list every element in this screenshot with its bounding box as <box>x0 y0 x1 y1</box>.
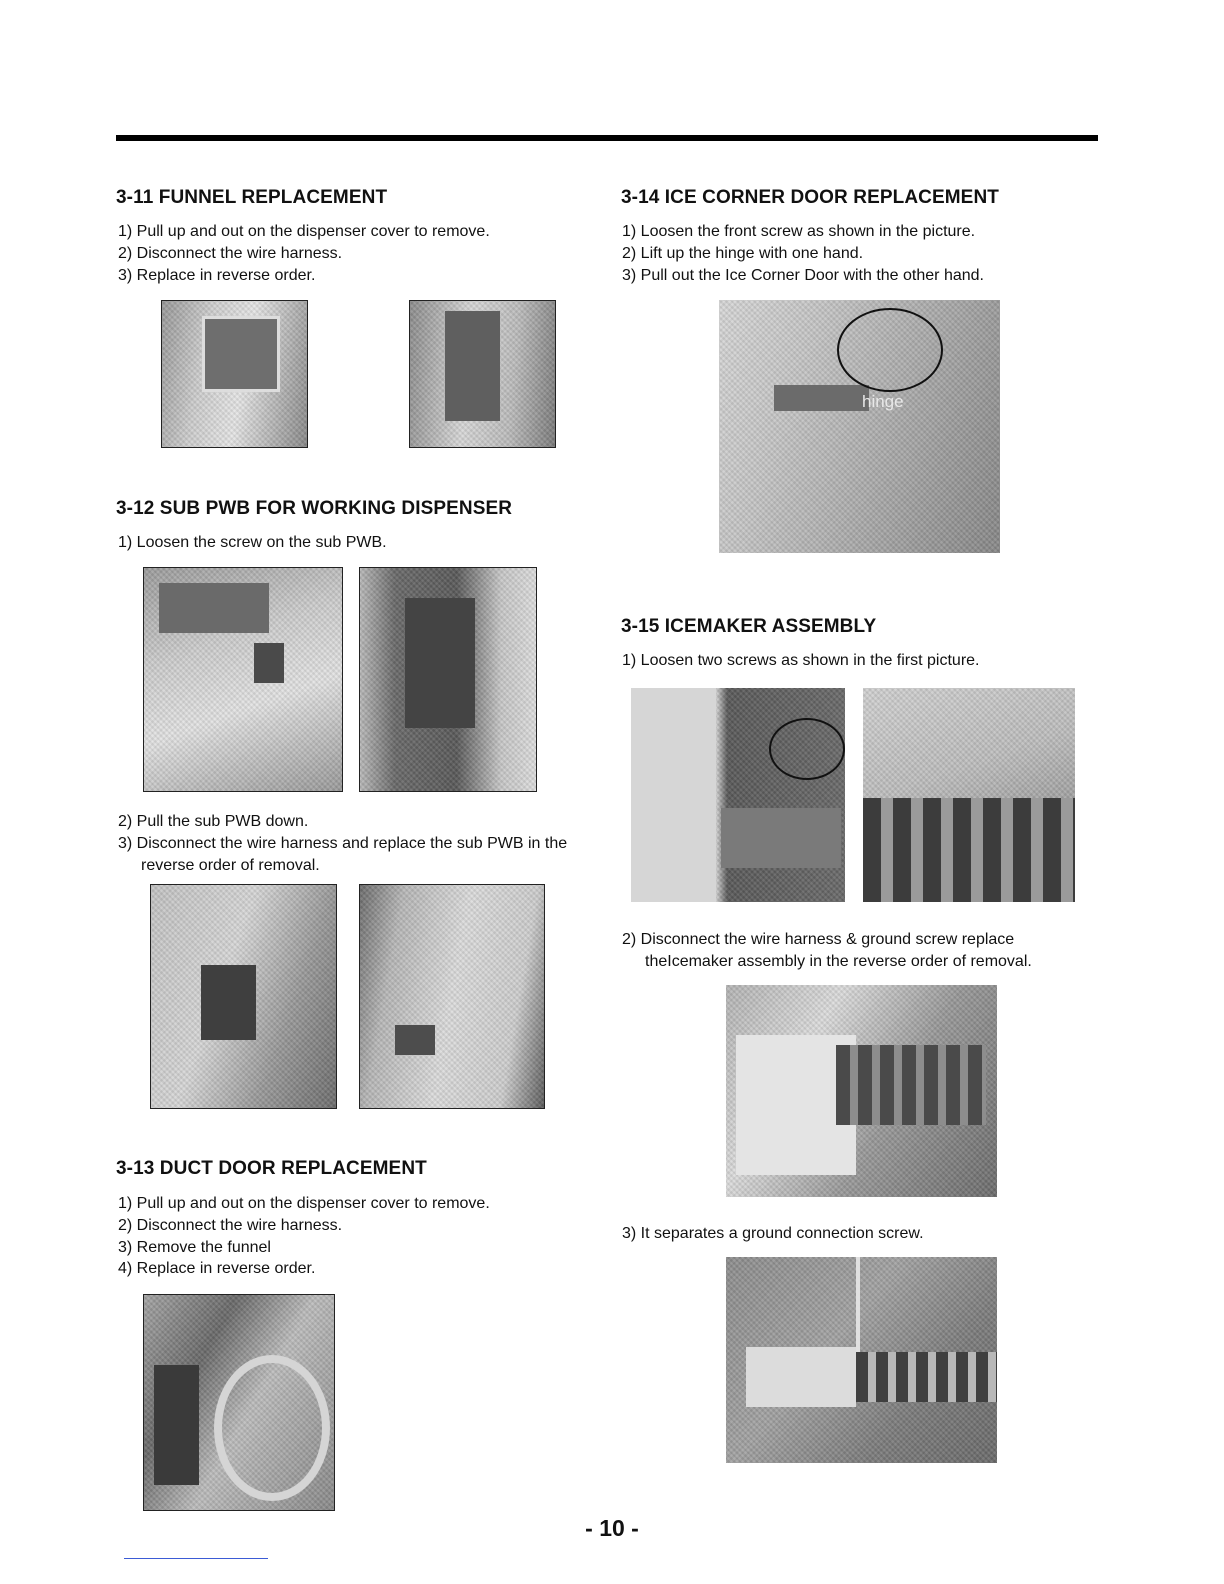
steps-icemaker-b <box>622 929 1102 973</box>
photo-detail <box>395 1025 435 1055</box>
footer-link-underline <box>124 1558 268 1559</box>
photo-icemaker-screws <box>631 688 845 902</box>
step-item: 2) Lift up the hinge with one hand. <box>622 244 864 262</box>
heading-duct-door: 3-13 DUCT DOOR REPLACEMENT <box>116 1158 427 1179</box>
step-item: 1) Pull up and out on the dispenser cover to remove. <box>118 1195 490 1212</box>
steps-duct-door <box>118 1193 598 1280</box>
photo-detail <box>721 808 841 868</box>
heading-sub-pwb: 3-12 SUB PWB FOR WORKING DISPENSER <box>116 498 513 519</box>
heading-ice-corner-door: 3-14 ICE CORNER DOOR REPLACEMENT <box>621 187 999 208</box>
steps-icemaker-c <box>622 1223 1102 1245</box>
steps-sub-pwb-b <box>118 811 598 876</box>
step-item: 3) Disconnect the wire harness and replace the sub PWB in the reverse order of removal. <box>118 834 568 874</box>
photo-detail <box>202 316 280 392</box>
step-item: 3) It separates a ground connection screw. <box>622 1225 924 1242</box>
step-item: 1) Pull up and out on the dispenser cover to remove. <box>118 223 490 240</box>
heading-funnel-replacement: 3-11 FUNNEL REPLACEMENT <box>116 187 388 208</box>
photo-detail <box>214 1355 330 1501</box>
photo-detail <box>774 385 869 411</box>
step-item: 3) Pull out the Ice Corner Door with the other hand. <box>622 266 984 284</box>
heading-icemaker-assembly: 3-15 ICEMAKER ASSEMBLY <box>621 616 877 637</box>
photo-ice-corner-door <box>719 300 1000 553</box>
steps-ice-corner-door <box>622 221 1102 286</box>
photo-funnel-harness <box>409 300 556 448</box>
hinge-label: hinge <box>862 392 904 411</box>
step-item: 1) Loosen two screws as shown in the first picture. <box>622 652 980 669</box>
photo-detail <box>254 643 284 683</box>
hinge-highlight-circle <box>837 308 943 392</box>
step-item: 2) Disconnect the wire harness & ground screw replace theIcemaker assembly in the reverse order of removal. <box>622 931 1032 970</box>
step-item: 3) Remove the funnel <box>118 1238 271 1256</box>
photo-detail <box>405 598 475 728</box>
step-item: 4) Replace in reverse order. <box>118 1260 316 1278</box>
photo-detail <box>836 1045 986 1125</box>
header-rule <box>116 135 1098 141</box>
photo-detail <box>445 311 500 421</box>
photo-detail <box>154 1365 199 1485</box>
step-item: 2) Pull the sub PWB down. <box>118 813 309 830</box>
photo-ground-screw <box>726 1257 997 1463</box>
photo-sub-pwb-board <box>359 567 537 792</box>
photo-sub-pwb-screw <box>143 567 343 792</box>
page-number: - 10 - <box>585 1515 639 1541</box>
photo-detail <box>631 688 716 902</box>
photo-detail <box>159 583 269 633</box>
step-item: 1) Loosen the screw on the sub PWB. <box>118 534 387 551</box>
photo-detail <box>201 965 256 1040</box>
steps-funnel-replacement <box>118 221 598 286</box>
step-item: 1) Loosen the front screw as shown in the picture. <box>622 223 976 240</box>
step-item: 2) Disconnect the wire harness. <box>118 1216 343 1234</box>
screw-highlight-circle <box>769 718 845 780</box>
photo-detail <box>856 1352 997 1402</box>
steps-icemaker-a <box>622 650 1102 672</box>
photo-icemaker-harness <box>726 985 997 1197</box>
photo-detail <box>863 798 1075 902</box>
steps-sub-pwb-a <box>118 532 598 554</box>
photo-duct-door <box>143 1294 335 1511</box>
step-item: 2) Disconnect the wire harness. <box>118 244 343 262</box>
photo-detail <box>746 1347 856 1407</box>
step-item: 3) Replace in reverse order. <box>118 266 316 284</box>
photo-sub-pwb-harness <box>359 884 545 1109</box>
photo-funnel-cover <box>161 300 308 448</box>
photo-icemaker-tray <box>863 688 1075 902</box>
photo-sub-pwb-pull <box>150 884 337 1109</box>
